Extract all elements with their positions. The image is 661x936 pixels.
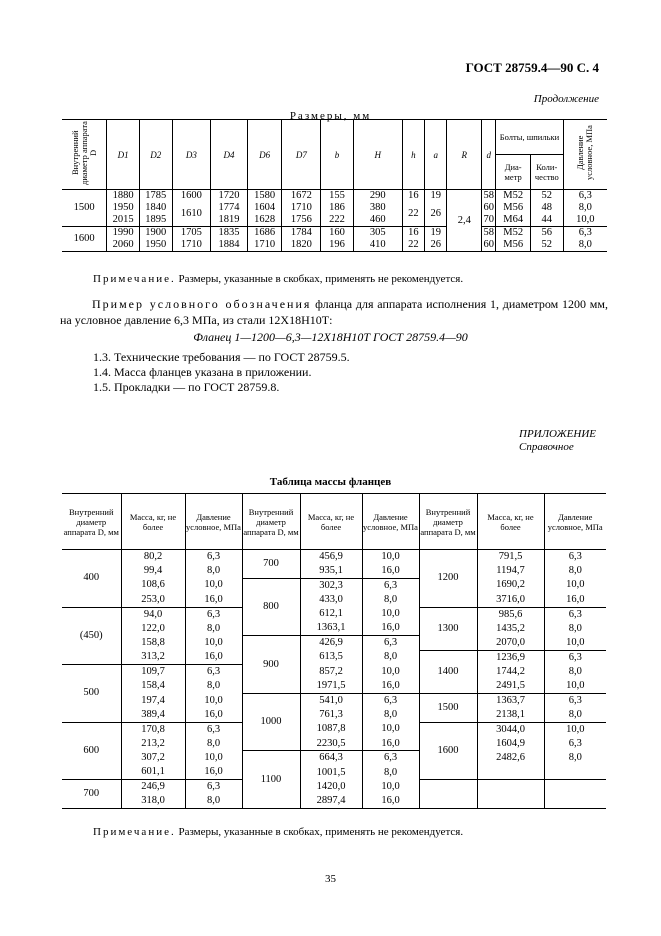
table-row xyxy=(62,621,606,635)
mass-cell: 1001,5 xyxy=(300,765,362,779)
pressure-cell: 6,3 xyxy=(362,751,419,765)
pressure-cell: 10,0 xyxy=(362,665,419,679)
item-1-5: 1.5. Прокладки — по ГОСТ 28759.8. xyxy=(93,380,280,394)
mass-cell: 307,2 xyxy=(121,751,185,765)
pressure-cell: 8,0 xyxy=(568,665,582,677)
col-D2: D2 xyxy=(139,120,172,190)
pressure-cell: 8,0 xyxy=(185,737,242,751)
mass-cell: 246,9 xyxy=(121,780,185,794)
table-row xyxy=(62,780,606,794)
col-D4: D4 xyxy=(211,120,248,190)
diameter-cell: 400 xyxy=(62,550,121,608)
pressure-cell: 6,3 xyxy=(362,693,419,707)
mass-cell: 791,5 xyxy=(477,550,544,564)
pressure-cell: 6,3 xyxy=(185,665,242,679)
mass-cell: 541,0 xyxy=(300,693,362,707)
pressure-cell xyxy=(544,794,606,808)
col-bolt-diameter: Диа-метр xyxy=(496,155,531,190)
table-row xyxy=(62,737,606,751)
table-row xyxy=(62,693,606,707)
pressure-cell: 8,0 xyxy=(362,650,419,664)
mass-cell: 1236,9 xyxy=(477,650,544,664)
table-row xyxy=(62,679,606,693)
mass-cell: 664,3 xyxy=(300,751,362,765)
pressure-cell: 6,3 xyxy=(568,651,582,663)
note-1: Примечание. Размеры, указанные в скобках, применять не рекомендуется. xyxy=(93,273,464,285)
pressure-cell: 8,0 xyxy=(544,708,606,722)
dimensions-table xyxy=(62,119,607,252)
mass-cell: 1604,9 xyxy=(477,737,544,751)
pressure-cell: 10,0 xyxy=(185,693,242,707)
col-pressure-3: Давление условное, МПа xyxy=(544,494,606,550)
col-h: h xyxy=(402,120,424,190)
col-mass-1: Масса, кг, не более xyxy=(121,494,185,550)
mass-cell: 613,5 xyxy=(300,650,362,664)
pressure-cell: 8,0 xyxy=(568,752,582,764)
diameter-cell xyxy=(419,780,477,794)
col-D3: D3 xyxy=(172,120,211,190)
col-diameter: Внутренний диаметр аппарата D xyxy=(62,120,107,190)
pressure-cell: 16,0 xyxy=(544,593,606,607)
table-row xyxy=(62,564,606,578)
pressure-cell: 6,3 xyxy=(185,780,242,794)
mass-cell: 197,4 xyxy=(121,693,185,707)
mass-cell: 3044,0 xyxy=(477,722,544,736)
pressure-cell: 16,0 xyxy=(362,794,419,808)
mass-cell: 426,9 xyxy=(300,636,362,650)
mass-cell: 1087,8 xyxy=(300,722,362,736)
mass-cell: 601,1 xyxy=(121,765,185,779)
table-row: 2060 1950 1710 1884 1710 1820 196 410 22 26 60 M56 52 8,0 xyxy=(62,239,607,252)
col-D6: D6 xyxy=(247,120,282,190)
pressure-cell: 6,3 xyxy=(185,550,242,564)
diameter-cell: 900 xyxy=(242,636,300,694)
mass-cell: 302,3 xyxy=(300,578,362,592)
diameter-cell: 700 xyxy=(62,780,121,809)
mass-cell: 213,2 xyxy=(121,737,185,751)
mass-cell: 1363,1 xyxy=(300,621,362,635)
pressure-cell: 10,0 xyxy=(362,722,419,736)
diameter-cell: 1500 xyxy=(419,693,477,722)
standard-header: ГОСТ 28759.4—90 С. 4 xyxy=(465,60,599,75)
pressure-cell: 16,0 xyxy=(185,765,242,779)
mass-cell: 109,7 xyxy=(121,665,185,679)
designation-formula: Фланец 1—1200—6,3—12Х18Н10Т ГОСТ 28759.4—90 xyxy=(193,330,468,344)
flange-mass-table xyxy=(62,493,606,809)
pressure-cell: 6,3 xyxy=(185,722,242,736)
appendix-subtitle: Справочное xyxy=(519,441,574,453)
mass-cell: 158,4 xyxy=(121,679,185,693)
col-diameter-1: Внутренний диаметр аппарата D, мм xyxy=(62,494,121,550)
table-row xyxy=(62,578,606,592)
pressure-cell: 16,0 xyxy=(362,679,419,693)
table-row xyxy=(62,722,606,736)
pressure-cell: 8,0 xyxy=(185,621,242,635)
col-D1: D1 xyxy=(107,120,140,190)
mass-cell: 2070,0 xyxy=(477,636,544,650)
table-row xyxy=(62,607,606,621)
mass-cell: 253,0 xyxy=(121,593,185,607)
mass-cell: 1363,7 xyxy=(477,693,544,707)
pressure-cell: 10,0 xyxy=(362,550,419,564)
pressure-cell: 10,0 xyxy=(566,579,585,591)
continuation-label: Продолжение xyxy=(533,93,599,105)
mass-cell: 313,2 xyxy=(121,650,185,664)
col-R: R xyxy=(447,120,482,190)
col-bolts: Болты, шпильки xyxy=(496,120,563,155)
mass-cell: 170,8 xyxy=(121,722,185,736)
pressure-cell: 10,0 xyxy=(185,751,242,765)
pressure-cell: 6,3 xyxy=(568,608,582,620)
pressure-cell: 16,0 xyxy=(185,593,242,607)
diameter-cell: 500 xyxy=(62,665,121,723)
pressure-cell: 8,0 xyxy=(185,564,242,578)
pressure-cell: 10,0 xyxy=(566,723,585,735)
mass-cell: 456,9 xyxy=(300,550,362,564)
pressure-cell: 10,0 xyxy=(544,636,606,650)
table-row: 1500 1880 1785 1600 1720 1580 1672 155 290 16 19 2,4 58 M52 52 6,3 xyxy=(62,190,607,203)
diameter-cell: 1200 xyxy=(419,550,477,608)
mass-cell: 2230,5 xyxy=(300,737,362,751)
pressure-cell: 10,0 xyxy=(362,780,419,794)
col-diameter-3: Внутренний диаметр аппарата D, мм xyxy=(419,494,477,550)
table-row xyxy=(62,765,606,779)
mass-cell: 108,6 xyxy=(121,578,185,592)
appendix-label xyxy=(519,428,599,454)
mass-cell: 612,1 xyxy=(300,607,362,621)
item-1-4: 1.4. Масса фланцев указана в приложении. xyxy=(93,365,312,379)
col-diameter-2: Внутренний диаметр аппарата D, мм xyxy=(242,494,300,550)
mass-cell: 158,8 xyxy=(121,636,185,650)
pressure-cell: 16,0 xyxy=(185,650,242,664)
diameter-cell: 1000 xyxy=(242,693,300,751)
pressure-cell: 8,0 xyxy=(185,679,242,693)
col-D7: D7 xyxy=(282,120,321,190)
diameter-cell: 1400 xyxy=(419,650,477,693)
mass-cell: 1194,7 xyxy=(477,564,544,578)
col-bolt-count: Коли-чество xyxy=(530,155,563,190)
mass-cell: 1744,2 xyxy=(477,665,544,679)
col-pressure-1: Давление условное, МПа xyxy=(185,494,242,550)
diameter-cell: 600 xyxy=(62,722,121,780)
col-mass-2: Масса, кг, не более xyxy=(300,494,362,550)
table-row: 2015 1895 1819 1628 1756 222 460 70 M64 44 10,0 xyxy=(62,214,607,227)
mass-cell xyxy=(477,765,544,779)
pressure-cell: 10,0 xyxy=(362,607,419,621)
mass-cell: 2897,4 xyxy=(300,794,362,808)
pressure-cell: 6,3 xyxy=(568,550,582,562)
mass-cell: 857,2 xyxy=(300,665,362,679)
pressure-cell: 10,0 xyxy=(185,578,242,592)
diameter-cell: 1600 xyxy=(419,722,477,780)
pressure-cell: 6,3 xyxy=(185,607,242,621)
mass-cell: 1690,2 xyxy=(477,578,544,592)
diameter-cell xyxy=(419,794,477,808)
pressure-cell xyxy=(544,780,606,794)
pressure-cell: 8,0 xyxy=(568,622,582,634)
col-pressure-2: Давление условное, МПа xyxy=(362,494,419,550)
example-paragraph: Пример условного обозначения фланца для аппарата исполнения 1, диаметром 1200 мм, на условное давление 6,3 МПа, из стали 12Х18Н10Т: xyxy=(60,297,608,327)
table-row: 1950 1840 1610 1774 1604 1710 186 380 22 26 60 M56 48 8,0 xyxy=(62,202,607,214)
mass-cell: 99,4 xyxy=(121,564,185,578)
col-pressure: Давление условное, МПа xyxy=(563,120,607,190)
mass-cell: 2138,1 xyxy=(477,708,544,722)
page-number: 35 xyxy=(325,873,336,885)
mass-cell: 2491,5 xyxy=(477,679,544,693)
mass-cell: 389,4 xyxy=(121,708,185,722)
mass-cell: 1971,5 xyxy=(300,679,362,693)
mass-cell: 1435,2 xyxy=(477,621,544,635)
table2-title: Таблица массы фланцев xyxy=(269,476,392,488)
mass-cell: 761,3 xyxy=(300,708,362,722)
pressure-cell: 6,3 xyxy=(568,694,582,706)
pressure-cell: 16,0 xyxy=(362,737,419,751)
mass-cell: 433,0 xyxy=(300,593,362,607)
diameter-cell: 1300 xyxy=(419,607,477,650)
pressure-cell: 6,3 xyxy=(568,737,582,749)
table-row xyxy=(62,708,606,722)
mass-cell: 1420,0 xyxy=(300,780,362,794)
item-1-3: 1.3. Технические требования — по ГОСТ 28759.5. xyxy=(93,350,350,364)
col-d: d xyxy=(482,120,496,190)
pressure-cell: 8,0 xyxy=(362,708,419,722)
table-row xyxy=(62,550,606,564)
mass-cell: 318,0 xyxy=(121,794,185,808)
table-row: 1600 1990 1900 1705 1835 1686 1784 160 305 16 19 58 M52 56 6,3 xyxy=(62,227,607,240)
pressure-cell: 6,3 xyxy=(362,578,419,592)
note-2: Примечание. Размеры, указанные в скобках, применять не рекомендуется. xyxy=(93,826,464,838)
diameter-cell: 700 xyxy=(242,550,300,579)
col-mass-3: Масса, кг, не более xyxy=(477,494,544,550)
mass-cell xyxy=(477,780,544,794)
pressure-cell: 6,3 xyxy=(362,636,419,650)
diameter-cell: 1100 xyxy=(242,751,300,809)
mass-cell: 122,0 xyxy=(121,621,185,635)
pressure-cell: 16,0 xyxy=(362,621,419,635)
diameter-cell: (450) xyxy=(62,607,121,665)
table-row xyxy=(62,636,606,650)
table-row xyxy=(62,794,606,808)
mass-cell: 935,1 xyxy=(300,564,362,578)
pressure-cell: 16,0 xyxy=(185,708,242,722)
table-row xyxy=(62,593,606,607)
mass-cell: 3716,0 xyxy=(477,593,544,607)
table-row xyxy=(62,665,606,679)
table1-caption: Размеры, мм xyxy=(289,110,372,122)
mass-cell: 80,2 xyxy=(121,550,185,564)
mass-cell: 985,6 xyxy=(477,607,544,621)
pressure-cell: 8,0 xyxy=(568,565,582,577)
diameter-cell: 800 xyxy=(242,578,300,636)
pressure-cell: 16,0 xyxy=(362,564,419,578)
pressure-cell: 10,0 xyxy=(544,679,606,693)
table-row xyxy=(62,650,606,664)
col-b: b xyxy=(321,120,354,190)
appendix-title: ПРИЛОЖЕНИЕ xyxy=(519,428,596,440)
pressure-cell: 10,0 xyxy=(185,636,242,650)
pressure-cell: 8,0 xyxy=(362,765,419,779)
col-H: H xyxy=(353,120,402,190)
pressure-cell xyxy=(544,765,606,779)
pressure-cell: 8,0 xyxy=(185,794,242,808)
mass-cell xyxy=(477,794,544,808)
col-a: a xyxy=(425,120,447,190)
mass-cell: 2482,6 xyxy=(477,751,544,765)
table-row xyxy=(62,751,606,765)
pressure-cell: 8,0 xyxy=(362,593,419,607)
mass-cell: 94,0 xyxy=(121,607,185,621)
